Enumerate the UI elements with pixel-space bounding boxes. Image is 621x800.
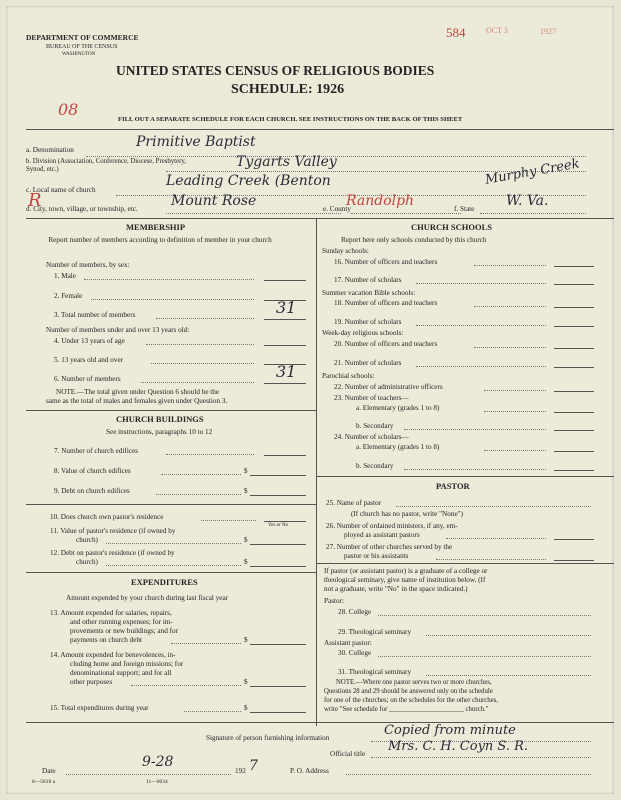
pastor-name-label: 25. Name of pastor bbox=[326, 499, 382, 507]
female-dots bbox=[91, 299, 254, 300]
pastor-note-3: for one of the churches; on the schedules for the other churches, bbox=[324, 697, 499, 704]
schools-divider bbox=[316, 476, 614, 477]
date-label: Date bbox=[42, 767, 56, 775]
pastor-name-line bbox=[396, 506, 591, 507]
pastor-heading: PASTOR bbox=[436, 481, 470, 491]
expenditures-heading: EXPENDITURES bbox=[131, 577, 198, 587]
membership-intro: Report number of members according to definition of member in your church bbox=[48, 236, 272, 244]
teachers-label: 23. Number of teachers— bbox=[334, 394, 409, 402]
schools-heading: CHURCH SCHOOLS bbox=[411, 222, 492, 232]
instruction-line: FILL OUT A SEPARATE SCHEDULE FOR EACH CHURCH. SEE INSTRUCTIONS ON THE BACK OF THIS SHEET bbox=[118, 116, 463, 123]
stamp-date: OCT 3 bbox=[486, 26, 508, 35]
scholars-elementary-answer bbox=[554, 439, 594, 452]
state-line bbox=[480, 213, 586, 214]
sunday-schools-label: Sunday schools: bbox=[322, 247, 369, 255]
benevolences-label-1: 14. Amount expended for benevolences, in- bbox=[50, 651, 176, 659]
state-value: W. Va. bbox=[506, 193, 549, 209]
total-expenditures-answer bbox=[250, 700, 306, 713]
summer-officers-label: 18. Number of officers and teachers bbox=[334, 299, 438, 307]
church-name-label: c. Local name of church bbox=[26, 186, 96, 194]
weekday-scholars-answer bbox=[554, 355, 594, 368]
residence-value-label-2: church) bbox=[76, 536, 98, 544]
schedule-title: SCHEDULE: 1926 bbox=[231, 82, 345, 97]
sunday-officers-label: 16. Number of officers and teachers bbox=[334, 258, 438, 266]
official-title-label: Official title bbox=[330, 750, 366, 758]
running-expenses-label-3: provements or new buildings; and for bbox=[70, 627, 178, 635]
ordained-ministers-label-1: 26. Number of ordained ministers, if any, em- bbox=[326, 522, 458, 530]
teachers-secondary-dots bbox=[404, 429, 546, 430]
pastor-divider bbox=[316, 563, 614, 564]
scholars-label: 24. Number of scholars— bbox=[334, 433, 409, 441]
body-bottom-divider bbox=[26, 722, 614, 723]
county-value: Randolph bbox=[346, 193, 415, 209]
total-members-value: 31 bbox=[276, 298, 297, 317]
form-number: 8—5818 a bbox=[32, 779, 56, 785]
benevolences-label-2: cluding home and foreign missions; for bbox=[70, 660, 184, 668]
weekday-scholars-label: 21. Number of scholars bbox=[334, 359, 402, 367]
year-digit: 7 bbox=[249, 758, 258, 774]
graduate-note-3: not a graduate, write "No" in the space indicated.) bbox=[324, 585, 468, 593]
benevolences-answer bbox=[250, 674, 306, 687]
weekday-scholars-dots bbox=[416, 366, 546, 367]
edifice-debt-dollar: $ bbox=[244, 487, 248, 495]
scholars-elementary-label: a. Elementary (grades 1 to 8) bbox=[356, 443, 440, 451]
running-expenses-dollar: $ bbox=[244, 636, 248, 644]
official-title-line bbox=[371, 757, 591, 758]
yes-no-hint: Yes or No bbox=[268, 523, 289, 528]
pastor-seminary-line bbox=[426, 635, 591, 636]
state-label: f. State bbox=[454, 205, 475, 213]
members-by-sex-label: Number of members, by sex: bbox=[46, 261, 130, 269]
summer-officers-answer bbox=[554, 295, 594, 308]
city-label: WASHINGTON bbox=[62, 52, 96, 57]
margin-mark: 08 bbox=[58, 100, 79, 119]
residence-value-answer bbox=[250, 532, 306, 545]
pastor-subhead: Pastor: bbox=[324, 597, 344, 605]
membership-heading: MEMBERSHIP bbox=[126, 222, 186, 232]
running-expenses-label-1: 13. Amount expended for salaries, repairs, bbox=[50, 609, 172, 617]
assistant-subhead: Assistant pastor: bbox=[324, 639, 372, 647]
age-intro-label: Number of members under and over 13 years old: bbox=[46, 326, 190, 334]
church-edifices-dots bbox=[166, 454, 254, 455]
summer-officers-dots bbox=[474, 306, 546, 307]
church-name-value: Leading Creek (Benton bbox=[166, 173, 331, 189]
admin-officers-label: 22. Number of administrative officers bbox=[334, 383, 443, 391]
other-churches-answer bbox=[554, 548, 594, 561]
number-members-dots bbox=[141, 382, 254, 383]
pastor-college-label: 28. College bbox=[338, 608, 372, 616]
stamp-number: 584 bbox=[446, 25, 466, 40]
year-prefix: 192 bbox=[235, 767, 246, 775]
membership-note-1: NOTE.—The total given under Question 6 should be the bbox=[56, 388, 220, 396]
print-number: 11—0034 bbox=[146, 779, 168, 785]
number-members-label: 6. Number of members bbox=[54, 375, 121, 383]
residence-value-dots bbox=[106, 543, 241, 544]
teachers-elementary-dots bbox=[484, 411, 546, 412]
graduate-note-2: theological seminary, give name of institution below. (If bbox=[324, 576, 486, 584]
number-members-value: 31 bbox=[276, 362, 297, 381]
other-churches-label-2: pastor or his assistants bbox=[344, 552, 409, 560]
ordained-ministers-answer bbox=[554, 527, 594, 540]
scholars-secondary-dots bbox=[404, 469, 546, 470]
teachers-elementary-label: a. Elementary (grades 1 to 8) bbox=[356, 404, 440, 412]
under-13-dots bbox=[146, 344, 254, 345]
residence-divider bbox=[26, 572, 316, 573]
header-divider bbox=[26, 129, 614, 130]
edifice-value-label: 8. Value of church edifices bbox=[54, 467, 131, 475]
running-expenses-label-4: payments on church debt bbox=[70, 636, 143, 644]
official-title-value: Mrs. C. H. Coyn S. R. bbox=[388, 739, 529, 754]
division-value: Tygarts Valley bbox=[236, 154, 337, 170]
running-expenses-label-2: and other running expenses; for im- bbox=[70, 618, 173, 626]
weekday-schools-label: Week-day religious schools: bbox=[322, 329, 404, 337]
weekday-officers-answer bbox=[554, 336, 594, 349]
edifice-value-dots bbox=[161, 474, 241, 475]
sunday-scholars-dots bbox=[416, 283, 546, 284]
weekday-officers-dots bbox=[474, 347, 546, 348]
pastor-residence-dots bbox=[201, 520, 256, 521]
male-answer bbox=[264, 268, 306, 281]
edifice-debt-label: 9. Debt on church edifices bbox=[54, 487, 130, 495]
total-members-dots bbox=[156, 318, 254, 319]
over-13-label: 5. 13 years old and over bbox=[54, 356, 124, 364]
residence-debt-label-1: 12. Debt on pastor's residence (if owned by bbox=[50, 549, 175, 557]
edifice-debt-dots bbox=[156, 494, 241, 495]
r-mark: R bbox=[28, 190, 42, 211]
benevolences-dollar: $ bbox=[244, 678, 248, 686]
membership-note-2: same as the total of males and females given under Question 3. bbox=[46, 397, 228, 405]
denomination-value: Primitive Baptist bbox=[136, 134, 256, 150]
pastor-seminary-label: 29. Theological seminary bbox=[338, 628, 412, 636]
teachers-secondary-answer bbox=[554, 418, 594, 431]
over-13-dots bbox=[151, 363, 254, 364]
identity-divider bbox=[26, 218, 614, 219]
summer-scholars-answer bbox=[554, 314, 594, 327]
pastor-college-line bbox=[378, 615, 591, 616]
scholars-elementary-dots bbox=[484, 450, 546, 451]
sunday-officers-answer bbox=[554, 254, 594, 267]
residence-value-dollar: $ bbox=[244, 536, 248, 544]
buildings-divider bbox=[26, 504, 316, 505]
city-town-label: d. City, town, village, or township, etc. bbox=[26, 205, 138, 213]
edifice-value-dollar: $ bbox=[244, 467, 248, 475]
ordained-ministers-dots bbox=[446, 538, 546, 539]
ordained-ministers-label-2: ployed as assistant pastors bbox=[344, 531, 420, 539]
total-expenditures-dots bbox=[184, 711, 241, 712]
membership-divider bbox=[26, 410, 316, 411]
edifice-debt-answer bbox=[250, 483, 306, 496]
pastor-note-4: write "See schedule for ______________________ church." bbox=[324, 706, 489, 713]
residence-debt-answer bbox=[250, 554, 306, 567]
date-line bbox=[66, 774, 231, 775]
other-churches-dots bbox=[436, 559, 546, 560]
total-expenditures-label: 15. Total expenditures during year bbox=[50, 704, 149, 712]
stamp-year: 1927 bbox=[540, 27, 556, 36]
assistant-college-line bbox=[378, 656, 591, 657]
church-edifices-answer bbox=[264, 443, 306, 456]
date-value: 9-28 bbox=[142, 754, 174, 770]
total-members-label: 3. Total number of members bbox=[54, 311, 136, 319]
admin-officers-answer bbox=[554, 379, 594, 392]
male-dots bbox=[84, 279, 254, 280]
po-address-label: P. O. Address bbox=[290, 767, 329, 775]
assistant-seminary-line bbox=[426, 675, 591, 676]
division-label: b. Division (Association, Conference, Diocese, Presbytery, Synod, etc.) bbox=[26, 158, 187, 173]
pastor-note-2: Questions 28 and 29 should be answered only on the schedule bbox=[324, 688, 493, 695]
female-label: 2. Female bbox=[54, 292, 83, 300]
county-line bbox=[351, 213, 461, 214]
residence-debt-dollar: $ bbox=[244, 558, 248, 566]
assistant-seminary-label: 31. Theological seminary bbox=[338, 668, 412, 676]
scholars-secondary-label: b. Secondary bbox=[356, 462, 394, 470]
summer-schools-label: Summer vacation Bible schools: bbox=[322, 289, 416, 297]
buildings-heading: CHURCH BUILDINGS bbox=[116, 414, 204, 424]
column-divider bbox=[316, 218, 317, 726]
male-label: 1. Male bbox=[54, 272, 76, 280]
running-expenses-dots bbox=[171, 643, 241, 644]
pastor-residence-answer bbox=[264, 509, 306, 522]
benevolences-dots bbox=[131, 685, 241, 686]
bureau-label: BUREAU OF THE CENSUS bbox=[46, 44, 118, 50]
admin-officers-dots bbox=[484, 390, 546, 391]
sunday-scholars-answer bbox=[554, 272, 594, 285]
under-13-answer bbox=[264, 333, 306, 346]
schedule-sheet bbox=[6, 6, 614, 794]
county-label: e. County bbox=[323, 205, 351, 213]
edifice-value-answer bbox=[250, 463, 306, 476]
department-label: DEPARTMENT OF COMMERCE bbox=[26, 33, 139, 42]
schools-sub: Report here only schools conducted by this church bbox=[341, 236, 487, 244]
buildings-sub: See instructions, paragraphs 10 to 12 bbox=[106, 428, 213, 436]
residence-debt-label-2: church) bbox=[76, 558, 98, 566]
form-title: UNITED STATES CENSUS OF RELIGIOUS BODIES bbox=[116, 63, 435, 78]
weekday-officers-label: 20. Number of officers and teachers bbox=[334, 340, 438, 348]
signature-label: Signature of person furnishing information bbox=[206, 734, 330, 742]
summer-scholars-label: 19. Number of scholars bbox=[334, 318, 402, 326]
pastor-name-note: (If church has no pastor, write "None") bbox=[351, 510, 463, 518]
teachers-elementary-answer bbox=[554, 400, 594, 413]
sunday-scholars-label: 17. Number of scholars bbox=[334, 276, 402, 284]
pastor-note-1: NOTE.—Where one pastor serves two or more churches, bbox=[336, 679, 492, 686]
expenditures-sub: Amount expended by your church during last fiscal year bbox=[66, 594, 229, 602]
summer-scholars-dots bbox=[416, 325, 546, 326]
benevolences-label-3: denominational support; and for all bbox=[70, 669, 172, 677]
denomination-label: a. Denomination bbox=[26, 146, 74, 154]
sunday-officers-dots bbox=[474, 265, 546, 266]
residence-value-label-1: 11. Value of pastor's residence (if owned by bbox=[50, 527, 176, 535]
other-churches-label-1: 27. Number of other churches served by the bbox=[326, 543, 453, 551]
parochial-schools-label: Parochial schools: bbox=[322, 372, 375, 380]
city-town-line bbox=[166, 213, 341, 214]
running-expenses-answer bbox=[250, 632, 306, 645]
church-name-value-extra: Murphy Creek bbox=[484, 156, 581, 188]
total-expenditures-dollar: $ bbox=[244, 704, 248, 712]
graduate-note-1: If pastor (or assistant pastor) is a graduate of a college or bbox=[324, 567, 488, 575]
signature-value: Copied from minute bbox=[384, 723, 516, 738]
residence-debt-dots bbox=[106, 565, 241, 566]
city-town-value: Mount Rose bbox=[171, 193, 257, 209]
scholars-secondary-answer bbox=[554, 458, 594, 471]
po-address-line bbox=[346, 774, 591, 775]
under-13-label: 4. Under 13 years of age bbox=[54, 337, 125, 345]
assistant-college-label: 30. College bbox=[338, 649, 372, 657]
church-edifices-label: 7. Number of church edifices bbox=[54, 447, 139, 455]
pastor-residence-label: 10. Does church own pastor's residence bbox=[50, 513, 164, 521]
teachers-secondary-label: b. Secondary bbox=[356, 422, 394, 430]
benevolences-label-4: other purposes bbox=[70, 678, 113, 686]
